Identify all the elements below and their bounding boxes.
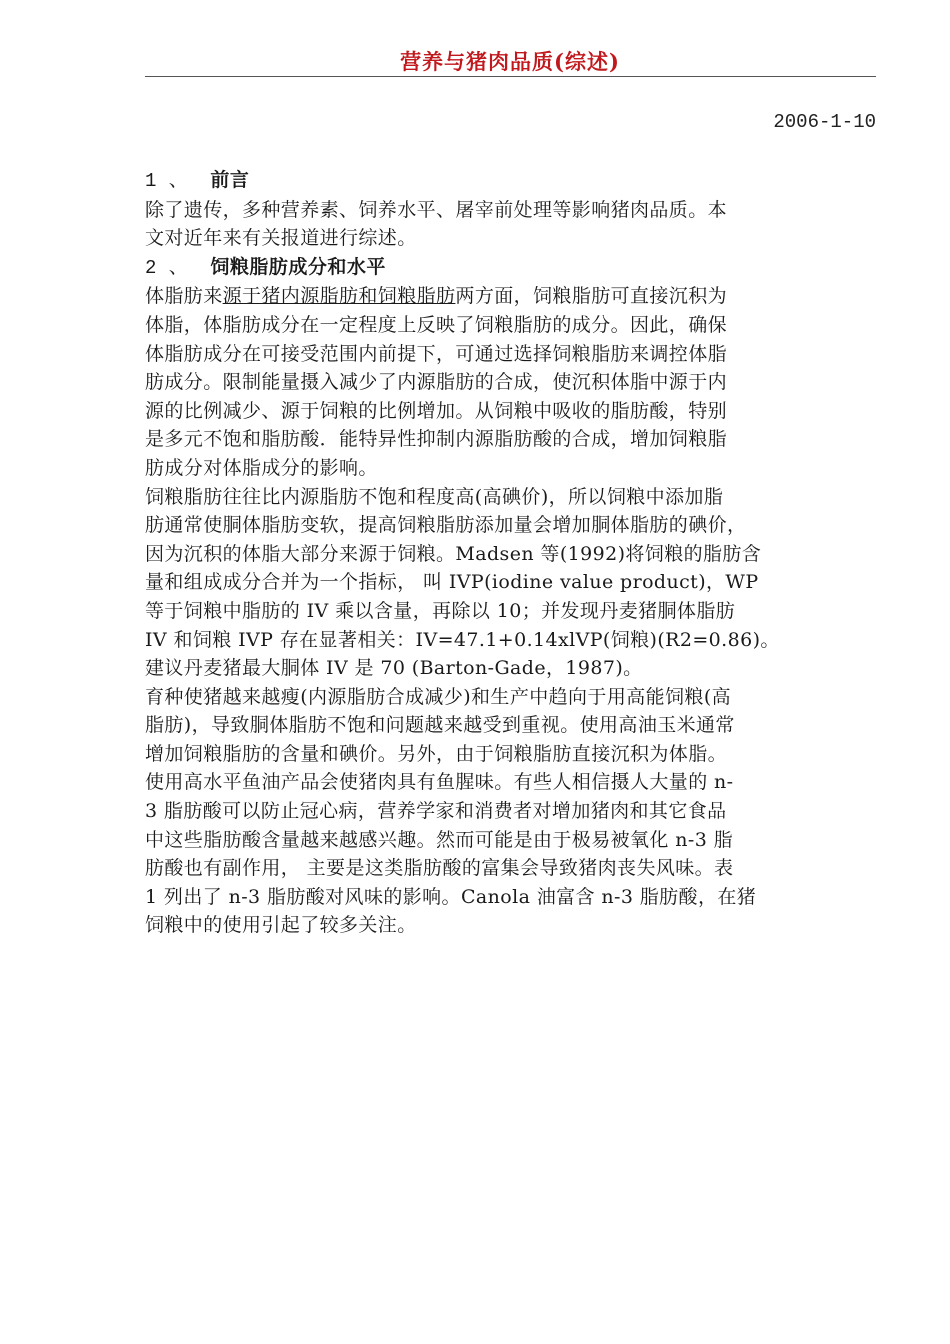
text-line: 等于饲粮中脂肪的 IV 乘以含量，再除以 10；并发现丹麦猪胴体脂肪 xyxy=(145,599,736,622)
text-line: 体脂肪成分在可接受范围内前提下，可通过选择饲粮脂肪来调控体脂 xyxy=(145,342,728,365)
text-line: 除了遗传，多种营养素、饲养水平、屠宰前处理等影响猪肉品质。本 xyxy=(145,198,728,221)
paragraph-iodine-value xyxy=(145,483,875,683)
paragraph-intro xyxy=(145,196,875,253)
text-line: 源的比例减少、源于饲粮的比例增加。从饲粮中吸收的脂肪酸，特别 xyxy=(145,399,728,422)
text-run: 两方面，饲粮脂肪可直接沉积为 xyxy=(455,285,728,308)
text-line: 量和组成成分合并为一个指标， 叫 IVP(iodine value product)，WP xyxy=(145,571,759,594)
text-line: 体脂，体脂肪成分在一定程度上反映了饲粮脂肪的成分。因此，确保 xyxy=(145,313,728,336)
section-heading-text: 前言 xyxy=(210,169,250,191)
text-line: 饲粮脂肪往往比内源脂肪不饱和程度高(高碘价)，所以饲粮中添加脂 xyxy=(145,485,724,508)
paragraph-n3-fatty-acids xyxy=(145,683,875,940)
section-heading-text: 饲粮脂肪成分和水平 xyxy=(210,255,386,278)
text-line: 因为沉积的体脂大部分来源于饲粮。Madsen 等(1992)将饲粮的脂肪含 xyxy=(145,542,762,565)
section-number: 2 、 xyxy=(145,256,189,279)
text-line: 使用高水平鱼油产品会使猪肉具有鱼腥味。有些人相信摄人大量的 n- xyxy=(145,771,734,794)
text-line: 饲粮中的使用引起了较多关注。 xyxy=(145,914,417,937)
text-line: 肪成分对体脂成分的影响。 xyxy=(145,456,378,479)
section-number: 1 、 xyxy=(145,170,189,192)
text-line: 文对近年来有关报道进行综述。 xyxy=(145,227,417,250)
text-line xyxy=(145,282,875,311)
text-line: 是多元不饱和脂肪酸．能特异性抑制内源脂肪酸的合成，增加饲粮脂 xyxy=(145,428,728,451)
text-line: 脂肪)，导致胴体脂肪不饱和问题越来越受到重视。使用高油玉米通常 xyxy=(145,714,735,737)
text-line: 3 脂肪酸可以防止冠心病，营养学家和消费者对增加猪肉和其它食品 xyxy=(145,800,727,823)
document-title: 营养与猪肉品质(综述) xyxy=(400,49,620,74)
underlined-text: 源于猪内源脂肪和饲粮脂肪 xyxy=(222,285,456,308)
text-line: 育种使猪越来越瘦(内源脂肪合成减少)和生产中趋向于用高能饲粮(高 xyxy=(145,685,732,708)
text-line: 肪成分。限制能量摄入减少了内源脂肪的合成，使沉积体脂中源于内 xyxy=(145,371,728,394)
text-line: IV 和饲粮 IVP 存在显著相关：IV=47.1+0.14xlVP(饲粮)(R2=0.86)。 xyxy=(145,628,780,651)
text-line: 建议丹麦猪最大胴体 IV 是 70 (Barton-Gade，1987)。 xyxy=(145,657,643,680)
title-divider xyxy=(145,76,876,77)
text-line: 肪酸也有副作用， 主要是这类脂肪酸的富集会导致猪肉丧失风味。表 xyxy=(145,857,734,880)
document-date: 2006-1-10 xyxy=(773,111,876,133)
paragraph-body-fat-sources xyxy=(145,282,875,482)
text-line: 1 列出了 n-3 脂肪酸对风味的影响。Canola 油富含 n-3 脂肪酸，在猪 xyxy=(145,885,757,908)
text-line: 中这些脂肪酸含量越来越感兴趣。然而可能是由于极易被氧化 n-3 脂 xyxy=(145,828,734,851)
document-body xyxy=(145,166,875,940)
section-heading-2 xyxy=(145,253,875,283)
section-heading-1 xyxy=(145,166,875,196)
text-line: 肪通常使胴体脂肪变软，提高饲粮脂肪添加量会增加胴体脂肪的碘价， xyxy=(145,514,747,537)
text-line: 增加饲粮脂肪的含量和碘价。另外，由于饲粮脂肪直接沉积为体脂。 xyxy=(145,742,728,765)
text-run: 体脂肪来 xyxy=(145,285,223,308)
